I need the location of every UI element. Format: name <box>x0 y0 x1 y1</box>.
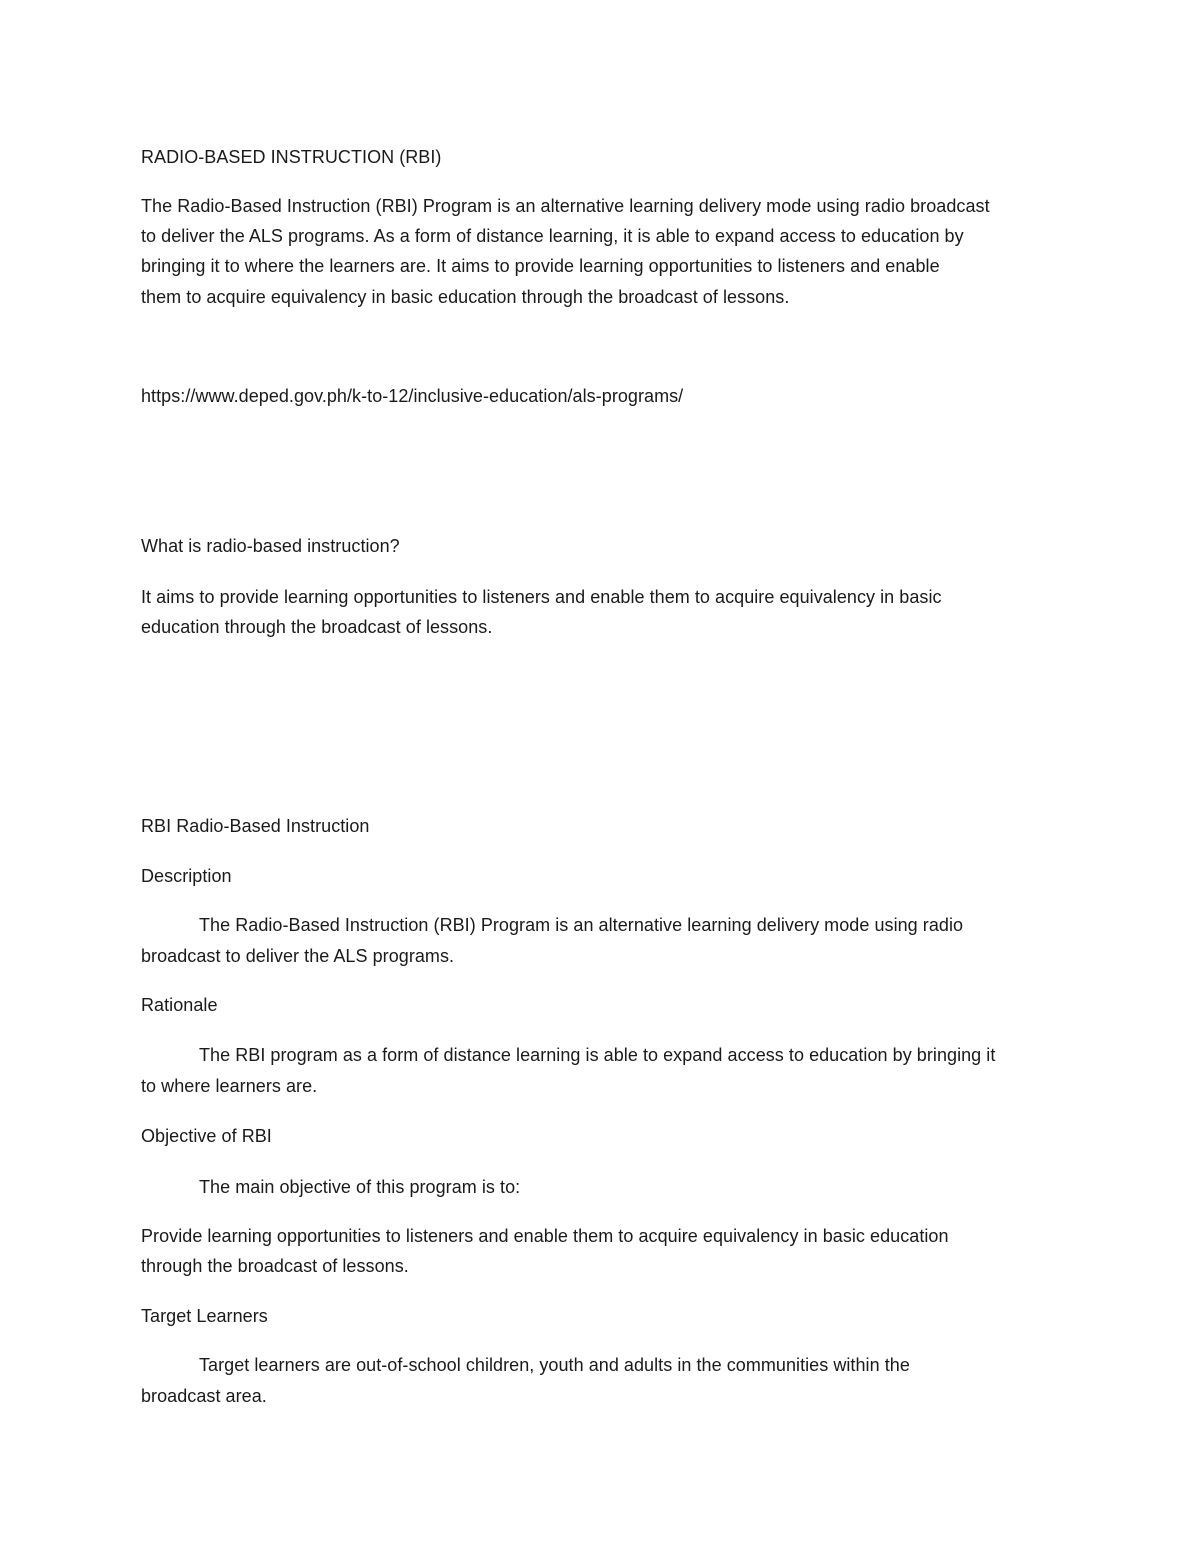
description-heading: Description <box>141 866 232 886</box>
objective-heading: Objective of RBI <box>141 1126 272 1146</box>
target-heading: Target Learners <box>141 1306 268 1326</box>
section-title: RBI Radio-Based Instruction <box>141 816 370 836</box>
rationale-line: The RBI program as a form of distance learning is able to expand access to education by bringing it <box>199 1045 996 1065</box>
description-line: The Radio-Based Instruction (RBI) Program is an alternative learning delivery mode using radio <box>199 915 964 935</box>
objective-intro: The main objective of this program is to: <box>199 1177 521 1197</box>
intro-line: to deliver the ALS programs. As a form of distance learning, it is able to expand access to education by <box>141 226 964 246</box>
objective-line: Provide learning opportunities to listeners and enable them to acquire equivalency in basic education <box>141 1226 949 1246</box>
intro-line: them to acquire equivalency in basic education through the broadcast of lessons. <box>141 287 790 307</box>
description-line: broadcast to deliver the ALS programs. <box>141 946 455 966</box>
answer-line: It aims to provide learning opportunities to listeners and enable them to acquire equivalency in basic <box>141 587 942 607</box>
target-line: Target learners are out-of-school children, youth and adults in the communities within the <box>199 1355 910 1375</box>
objective-line: through the broadcast of lessons. <box>141 1256 409 1276</box>
target-line: broadcast area. <box>141 1386 267 1406</box>
answer-line: education through the broadcast of lessons. <box>141 617 493 637</box>
document-title: RADIO-BASED INSTRUCTION (RBI) <box>141 147 442 167</box>
rationale-line: to where learners are. <box>141 1076 318 1096</box>
intro-line: The Radio-Based Instruction (RBI) Program is an alternative learning delivery mode using radio broadcast <box>141 196 990 216</box>
rationale-heading: Rationale <box>141 995 218 1015</box>
question-heading: What is radio-based instruction? <box>141 536 400 556</box>
intro-line: bringing it to where the learners are. It aims to provide learning opportunities to listeners and enable <box>141 256 940 276</box>
source-url: https://www.deped.gov.ph/k-to-12/inclusive-education/als-programs/ <box>141 386 684 406</box>
